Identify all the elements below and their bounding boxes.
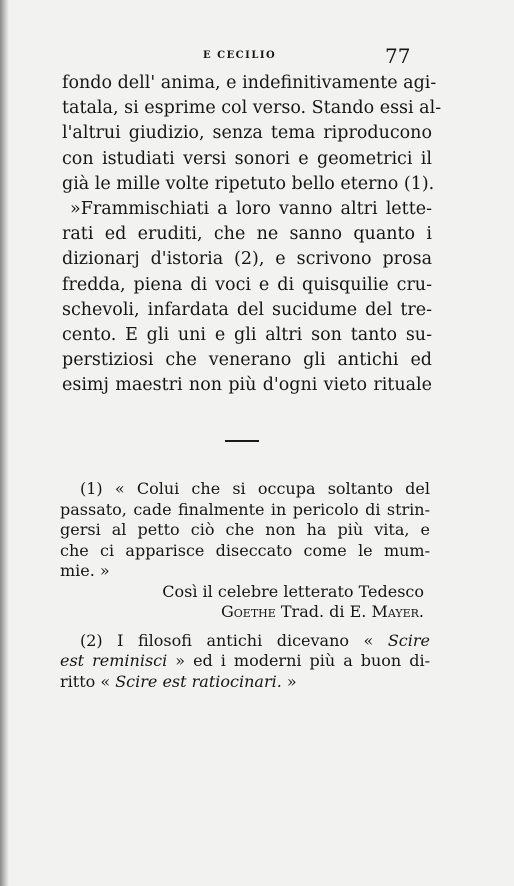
body-line: fredda, piena di voci e di quisquilie cru-: [62, 274, 432, 295]
author-name: Goethe: [221, 602, 276, 621]
footnote-line: [60, 651, 430, 672]
body-line: già le mille volte ripetuto bello eterno (1).: [62, 173, 435, 194]
footnote-line: gersi al petto ciò che non ha più vita, e: [60, 520, 430, 539]
footnotes: [60, 479, 430, 692]
body-line: fondo dell' anima, e indefinitivamente agi-: [62, 73, 437, 93]
body-line: con istudiati versi sonori e geometrici il: [62, 148, 432, 169]
attribution-mid: Trad. di E.: [275, 602, 372, 621]
body-line: schevoli, infardata del sucidume del tre-: [62, 299, 432, 320]
footnote-line: passato, cade finalmente in pericolo di strin-: [60, 499, 430, 519]
body-line: esimj maestri non più d'ogni vieto rituale: [62, 375, 432, 396]
footnote-separator: [225, 440, 259, 442]
page-gutter-shadow: [0, 0, 9, 886]
footnote-2: [60, 631, 430, 693]
body-line: cento. E gli uni e gli altri son tanto su-: [62, 324, 432, 345]
footnote-1: [60, 479, 430, 623]
body-line: dizionarj d'istoria (2), e scrivono prosa: [62, 249, 432, 270]
footnote-line: [60, 631, 430, 652]
body-line: rati ed eruditi, che ne sanno quanto i: [62, 224, 432, 245]
footnote-latin: Scire: [387, 630, 430, 650]
footnote-latin: est reminisci: [60, 651, 168, 670]
body-line: perstiziosi che venerano gli antichi ed: [62, 350, 432, 371]
footnote-attribution: Così il celebre letterato Tedesco: [162, 581, 424, 601]
footnote-text: (2) I filosofi antichi dicevano «: [80, 630, 388, 650]
footnote-attribution-authors: [60, 602, 430, 623]
body-text: [62, 71, 442, 398]
footnote-text: ritto «: [60, 671, 116, 691]
body-line: tatala, si esprime col verso. Stando essi al-: [62, 98, 442, 119]
page-number: 77: [385, 44, 411, 68]
footnote-line: che ci apparisce diseccato come le mum-: [60, 540, 430, 560]
footnote-text: » ed i moderni più a buon di-: [167, 651, 431, 670]
footnote-latin: Scire est ratiocinari.: [115, 671, 282, 691]
translator-name: Mayer.: [371, 602, 424, 621]
footnote-line: [60, 672, 430, 693]
body-line: »Frammischiati a loro vanno altri lette-: [70, 198, 432, 219]
footnote-line: mie. »: [60, 561, 110, 580]
footnote-text: »: [281, 671, 297, 691]
footnote-line: (1) « Colui che si occupa soltanto del: [80, 479, 430, 498]
body-line: l'altrui giudizio, senza tema riproducono: [62, 123, 432, 144]
running-head: E CECILIO: [203, 50, 277, 61]
